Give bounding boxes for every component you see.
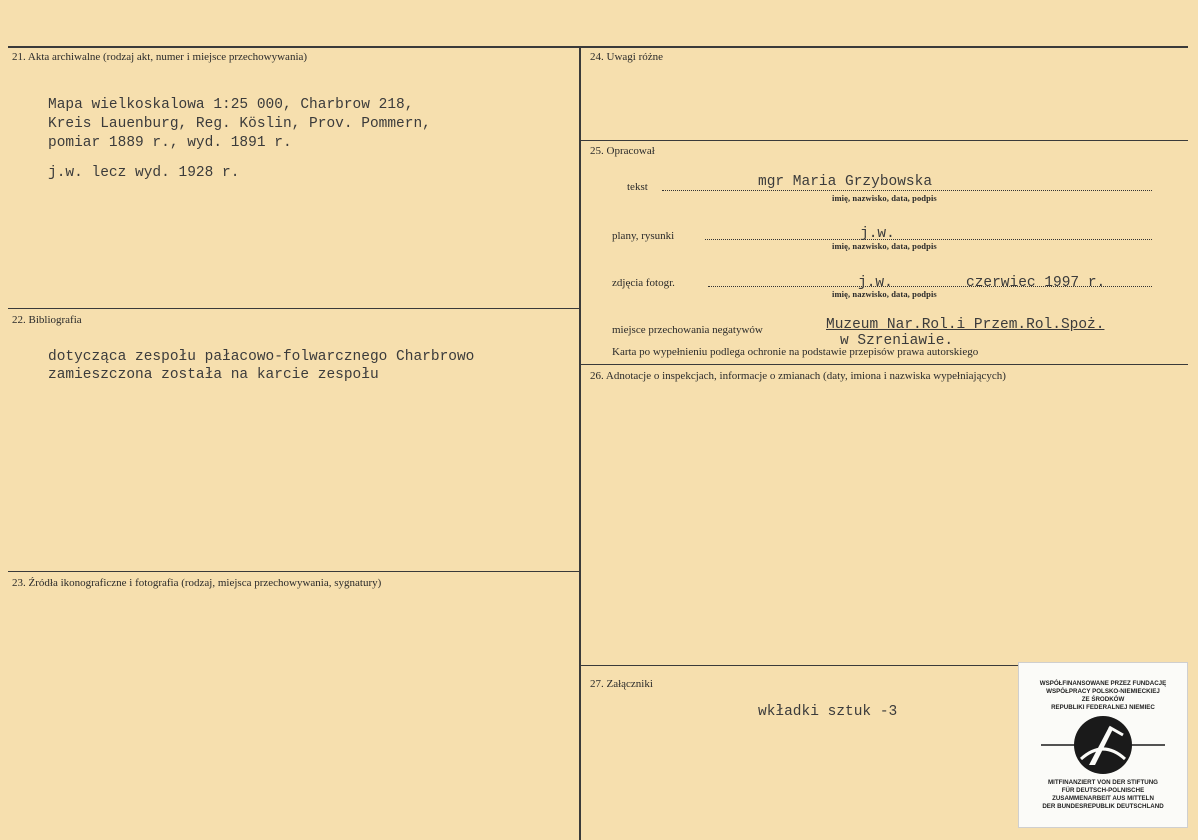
plany-label: plany, rysunki bbox=[612, 230, 675, 242]
section-24-header: 24. Uwagi różne bbox=[590, 51, 664, 63]
miejsce-label: miejsce przechowania negatywów bbox=[612, 324, 763, 336]
divider-21-22 bbox=[8, 308, 579, 309]
bibliography-line-1: dotycząca zespołu pałacowo-folwarcznego Charbrowo bbox=[48, 349, 475, 365]
section-23-header: 23. Źródła ikonograficzne i fotografia (rodzaj, miejsca przechowywania, sygnatury) bbox=[12, 577, 382, 589]
archival-line-2: Kreis Lauenburg, Reg. Köslin, Prov. Pommern, bbox=[48, 116, 431, 132]
top-border bbox=[8, 46, 1188, 48]
section-21-header: 21. Akta archiwalne (rodzaj akt, numer i miejsce przechowywania) bbox=[12, 51, 308, 63]
divider-26-27 bbox=[581, 665, 1018, 666]
section-26-header: 26. Adnotacje o inspekcjach, informacje o zmianach (daty, imiona i nazwiska wypełniających) bbox=[590, 370, 1006, 382]
stamp-top-3: ZE ŚRODKÓW bbox=[1081, 696, 1125, 703]
archival-line-3: pomiar 1889 r., wyd. 1891 r. bbox=[48, 135, 292, 151]
divider-24-25 bbox=[581, 140, 1188, 141]
attachments-value: wkładki sztuk -3 bbox=[758, 704, 898, 720]
archival-line-4: j.w. lecz wyd. 1928 r. bbox=[48, 165, 240, 181]
tekst-value: mgr Maria Grzybowska bbox=[758, 174, 933, 190]
stamp-bottom-3: ZUSAMMENARBEIT AUS MITTELN bbox=[1052, 795, 1154, 802]
tekst-label: tekst bbox=[627, 181, 648, 193]
miejsce-value-1: Muzeum Nar.Rol.i Przem.Rol.Spoż. bbox=[826, 317, 1105, 333]
vertical-divider bbox=[579, 46, 581, 840]
zdjecia-sub: imię, nazwisko, data, podpis bbox=[832, 289, 937, 299]
section-27-header: 27. Załączniki bbox=[590, 678, 653, 690]
plany-dotline bbox=[705, 239, 1152, 240]
stamp-top-2: WSPÓŁPRACY POLSKO-NIEMIECKIEJ bbox=[1046, 688, 1160, 695]
stamp-bottom-1: MITFINANZIERT VON DER STIFTUNG bbox=[1048, 779, 1158, 786]
section-22-header: 22. Bibliografia bbox=[12, 314, 82, 326]
archival-line-1: Mapa wielkoskalowa 1:25 000, Charbrow 218, bbox=[48, 97, 414, 113]
section-25-header: 25. Opracował bbox=[590, 145, 655, 157]
stamp-bottom-2: FÜR DEUTSCH-POLNISCHE bbox=[1061, 787, 1145, 794]
stamp-top-1: WSPÓŁFINANSOWANE PRZEZ FUNDACJĘ bbox=[1039, 680, 1167, 687]
zdjecia-label: zdjęcia fotogr. bbox=[612, 277, 675, 289]
karta-note: Karta po wypełnieniu podlega ochronie na podstawie przepisów prawa autorskiego bbox=[612, 346, 979, 358]
miejsce-value-2: w Szreniawie. bbox=[840, 333, 954, 349]
bibliography-line-2: zamieszczona została na karcie zespołu bbox=[48, 367, 379, 383]
foundation-stamp bbox=[1018, 662, 1188, 828]
zdjecia-date: czerwiec 1997 r. bbox=[966, 275, 1106, 291]
plany-value: j.w. bbox=[860, 226, 895, 242]
plany-sub: imię, nazwisko, data, podpis bbox=[832, 241, 937, 251]
zdjecia-value: j.w. bbox=[858, 275, 893, 291]
divider-25-26 bbox=[581, 364, 1188, 365]
stamp-bottom-4: DER BUNDESREPUBLIK DEUTSCHLAND bbox=[1042, 803, 1164, 810]
tekst-sub: imię, nazwisko, data, podpis bbox=[832, 193, 937, 203]
stamp-top-4: REPUBLIKI FEDERALNEJ NIEMIEC bbox=[1051, 704, 1155, 711]
foundation-logo-icon bbox=[1019, 715, 1187, 775]
divider-22-23 bbox=[8, 571, 579, 572]
